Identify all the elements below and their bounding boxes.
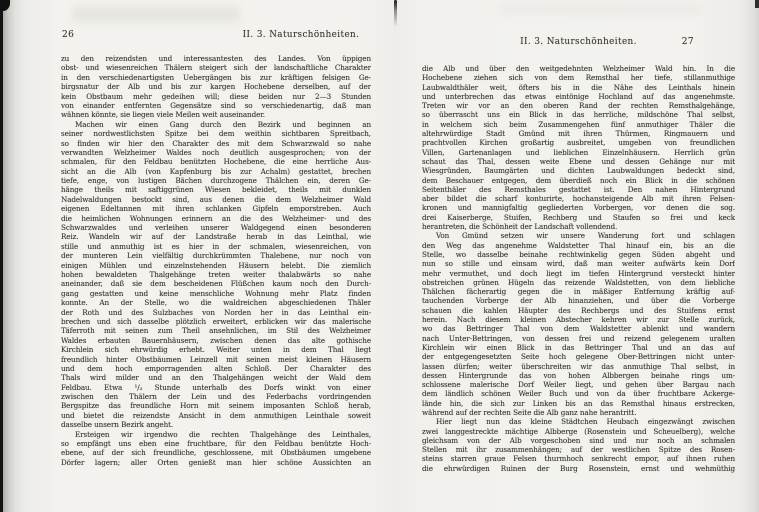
text-line: schauen die kahlen Häupter des Rechbergs und des Stuifens ernst [422, 305, 735, 315]
text-line: schaut das Thal, dessen weite Ebene und dessen Gehänge nur mit [422, 156, 735, 166]
text-line: freundlich hinter Obstbäumen Leinzell mit seinen meist kleinen Häusern [61, 354, 371, 364]
text-line: altehrwürdige Stadt Gmünd mit ihren Thürmen, Ringmauern und [422, 129, 735, 139]
running-header: II. 3. Naturschönheiten. [242, 30, 360, 40]
text-line: zwei langgestreckte mächtige Albberge (Rosenstein und Scheuelberg), welche [422, 426, 735, 436]
paragraph [61, 120, 371, 430]
text-line: drei Kaiserberge, Stuifen, Rechberg und Staufen so frei und keck [422, 212, 735, 222]
text-line: in den verschiedenartigsten Uebergängen bis zur kräftigen felsigen Ge- [61, 72, 371, 82]
text-line: kronen und mannigfaltig gegliederten Vorbergen, vor denen die sog. [422, 203, 735, 213]
spine-shadow-mark [394, 0, 397, 27]
text-line: stille und anmuthig ist es hier in der schmalen, wiesenreichen, von [61, 241, 371, 251]
text-line: schlossene malerische Dorf Weiler liegt, und gehen über Bargau nach [422, 380, 735, 390]
text-line: mehr vermuthet, und doch liegt im tiefen Hintergrund versteckt hinter [422, 268, 735, 278]
text-line: obstreichen grünen Hügeln das reizende Waldstetten, von dem liebliche [422, 277, 735, 287]
paragraph [422, 64, 735, 231]
page-body-right [422, 64, 735, 473]
text-line: zu den reizendsten und interessantesten des Landes. Von üppigen [61, 54, 371, 63]
text-line: und unterbrechen das etwas eintönige Hochland auf das angenehmste. [422, 91, 735, 101]
text-line: Bergspitze das freundliche Horn mit seinem imposanten Schloß herab, [61, 401, 371, 411]
paragraph [422, 417, 735, 473]
text-line: Täferroth mit seinen zum Theil ansehnlichen, im Stil des Welzheimer [61, 326, 371, 336]
text-line: Villen, Gartenanlagen und lieblichen Einzelnhäusern. Herrlich grün [422, 147, 735, 157]
text-line: Schwarzwaldes und verleihen unserer Waldgegend einen besonderen [61, 223, 371, 233]
text-line: Feldbau. Etwa ¹/₂ Stunde unterhalb des Dorfs winkt von einer [61, 382, 371, 392]
text-line: Dörfer lagern; aller Orten genießt man hier schöne Aussichten an [61, 457, 371, 467]
text-line: hohen bewaldeten Thalgehänge treten weiter thalabwärts so nahe [61, 269, 371, 279]
text-line: aber bildet die scharf konturirte, hochansteigende Alb mit ihren Felsen- [422, 194, 735, 204]
paragraph [422, 231, 735, 417]
page-number: 26 [62, 30, 75, 40]
text-line: der munteren Lein vielfältig durchkrümmten Thalebene, nur noch von [61, 251, 371, 261]
text-line: Hier liegt nun das kleine Städtchen Heubach eingezwängt zwischen [436, 417, 735, 427]
text-line: die ehrwürdigen Ruinen der Burg Rosenstein, ernst und wehmüthig [422, 463, 735, 473]
text-line: nun so stille und einsam wird, daß man weiter aufwärts kein Dorf [422, 259, 735, 269]
text-line: Ersteigen wir irgendwo die rechten Thalgehänge des Leinthales, [75, 429, 371, 439]
page-number: 27 [681, 37, 694, 47]
text-line: hänge theils mit saftiggrünen Wiesen bekleidet, theils mit dunklen [61, 185, 371, 195]
text-line: herantreten, die Schönheit der Landschaft vollendend. [422, 222, 618, 232]
text-line: gang gestatten und keine menschliche Wohnung mehr Platz finden [61, 288, 371, 298]
text-line: Machen wir einen Gang durch den Bezirk und beginnen an [75, 119, 371, 129]
text-line: eigenen Edeltannen mit ihren schlanken Gipfeln emporstreben. Auch [61, 204, 371, 214]
scan-corner-top-right [755, 0, 759, 8]
text-line: Kirchlein sich ehrwürdig erhebt. Weiter unten in dem Thal liegt [61, 345, 371, 355]
text-line: die Alb und über den weitgedehnten Welzheimer Wald hin. In die [422, 64, 735, 73]
text-line: Kirchlein wir einen Blick in das Bettringer Thal und an das auf [422, 342, 735, 352]
text-line: prachtvollen Kirchen großartig ausbreitet, umgeben von freundlichen [422, 138, 735, 148]
scan-corner-top-left [0, 0, 10, 11]
text-line: seiner nordwestlichsten Spitze bei dem weithin sichtbaren Spreitbach, [61, 129, 371, 139]
text-line: steins starren graue Felsen thurmhoch senkrecht empor, auf ihnen ruhen [422, 454, 735, 464]
text-line: so finden wir hier den Charakter des mit dem Schwarzwald so nahe [61, 138, 371, 148]
page-body-left [61, 54, 371, 467]
text-line: sicht an die Alb (von Kapfenburg bis zur Achalm) gestattet, brechen [61, 166, 371, 176]
text-line: der Roth und des Sulzbaches von Norden her in das Leinthal ein- [61, 307, 371, 317]
text-line: Reiz. Wandeln wir auf der Landstraße herab in das Leinthal, wie [61, 232, 371, 242]
text-line: tiefe, enge, von lustigen Bächen durchzogene Thälchen ein, deren Ge- [61, 176, 371, 186]
text-line: dessen Hintergrunde das von hohen Albbergen beinahe rings um- [422, 370, 735, 380]
text-line: Thälchen fächerartig gegen die in mäßiger Entfernung kräftig auf- [422, 287, 735, 297]
text-line: verwandten Welzheimer Waldes noch deutlich ausgesprochen; von der [61, 147, 371, 157]
text-line: birgsnatur der Alb und bis zur kargen Hochebene derselben, auf der [61, 82, 371, 92]
text-line: brechen und sich dasselbe plötzlich erweitert, erblicken wir das malerische [61, 316, 371, 326]
text-line: einigen Mühlen und einzelnstehenden Häusern belebt. Die ziemlich [61, 260, 371, 270]
text-line: Seitenthäler des Remsthales gestattet ist. Den nahen Hintergrund [422, 184, 735, 194]
text-line: ebene, auf der sich freundliche, geschlossene, mit Obstbäumen umgebene [61, 448, 371, 458]
paragraph [61, 54, 371, 120]
text-line: den Weg das angenehme Waldstetter Thal hinauf ein, bis an die [422, 240, 735, 250]
text-line: die heimlichen Wohnungen erinnern an die des Welzheimer- und des [61, 213, 371, 223]
scan-edge-left [0, 0, 3, 512]
text-line: aneinander, daß sie dem bescheidenen Flüßchen kaum noch den Durch- [61, 279, 371, 289]
text-line: der entgegengesetzten Seite hoch gelegene Ober-Bettringen nicht unter- [422, 352, 735, 362]
text-line: Laubwaldthäler weit, öfters bis in die Nähe des Leinthals hinein [422, 82, 735, 92]
text-line: Waldes erbauten Bauernhäusern, zwischen denen das alte gothische [61, 335, 371, 345]
paragraph [61, 430, 371, 468]
text-line: Nadelwaldungen bestockt sind, aus denen die dem Welzheimer Wald [61, 194, 371, 204]
text-line: tauchenden Vorberge der Alb hinanziehen, und über die Vorberge [422, 296, 735, 306]
text-line: lände hin, die sich zur Linken bis an das Remsthal hinaus erstrecken, [422, 398, 735, 408]
text-line: so überrascht uns ein Blick in das herrliche, mildschöne Thal selbst, [422, 110, 735, 120]
text-line: gleichsam von der Alb vorgeschoben sind und nur noch an schmalen [422, 435, 735, 445]
page-header-right [422, 36, 735, 49]
text-line: zwischen den Thälern der Lein und des Federbachs vordringenden [61, 392, 371, 402]
scan-smudge [500, 4, 700, 14]
text-line: Hochebene ziehen sich von dem Remsthal her tiefe, stillanmuthige [422, 73, 735, 83]
text-line: Thals wird milder und an den Thalgehängen weicht der Wald dem [61, 373, 371, 383]
text-line: dasselbe unsern Bezirk angeht. [61, 420, 174, 430]
text-line: kein Obstbaum mehr gedeihen will; diese beiden nur 2—3 Stunden [61, 91, 371, 101]
text-line: obst- und wiesenreichen Thälern steigert sich der landschaftliche Charakter [61, 63, 371, 73]
text-line: herein. Nach diesem kleinen Abstecher kehren wir zur Stelle zurück, [422, 315, 735, 325]
text-line: Wiesgründen, Baumgärten und dichten Laubwaldungen bedeckt sind, [422, 166, 735, 176]
text-line: lassen dürfen; weiter überschreiten wir das anmuthige Thal selbst, in [422, 361, 735, 371]
scan-smudge [72, 7, 240, 22]
text-line: wähnen könnte, sie liegen viele Meilen weit auseinander. [61, 110, 265, 120]
text-line: in welchem sich beim Zusammengehen fünf anmuthiger Thäler die [422, 119, 735, 129]
text-line: so empfängt uns eben eine fruchtbare, für den Feldbau benützte Hoch- [61, 439, 371, 449]
running-header: II. 3. Naturschönheiten. [520, 37, 637, 47]
text-line: von einander entfernten Gegensätze sind so verschiedenartig, daß man [61, 100, 371, 110]
text-line: dem Beschauer entgegen, dem überdieß noch ein Blick in die schönen [422, 175, 735, 185]
text-line: Treten wir vor an den oberen Rand der rechten Remsthalgehänge, [422, 101, 735, 111]
page-header-left [61, 29, 371, 42]
text-line: schmalen, für den Feldbau benützten Hochebene, die eine herrliche Aus- [61, 157, 371, 167]
text-line: und bietet die reizendste Ansicht in dem anmuthigen Leinthale soweit [61, 410, 371, 420]
text-line: nach Unter-Bettringen, von dessen frei und reizend gelegenem uralten [422, 333, 735, 343]
text-line: Stellen mit ihr zusammenhängen; auf der westlichen Spitze des Rosen- [422, 445, 735, 455]
text-line: dem ländlich schönen Weiler Buch und von da über fruchtbare Ackerge- [422, 389, 735, 399]
text-line: wo das Bettringer Thal von dem Waldstetter ablenkt und wandern [422, 324, 735, 334]
text-line: Von Gmünd setzen wir unsere Wanderung fort und schlagen [436, 231, 735, 241]
text-line: konnte. An der Stelle, wo die waldreichen abgeschiedenen Thäler [61, 298, 371, 308]
text-line: während auf der rechten Seite die Alb ganz nahe herantritt. [422, 407, 637, 417]
text-line: und dem hoch emporragenden alten Schloß. Der Charakter des [61, 363, 371, 373]
text-line: Stelle, wo dasselbe beinahe rechtwinkelig gegen Süden abgeht und [422, 249, 735, 259]
